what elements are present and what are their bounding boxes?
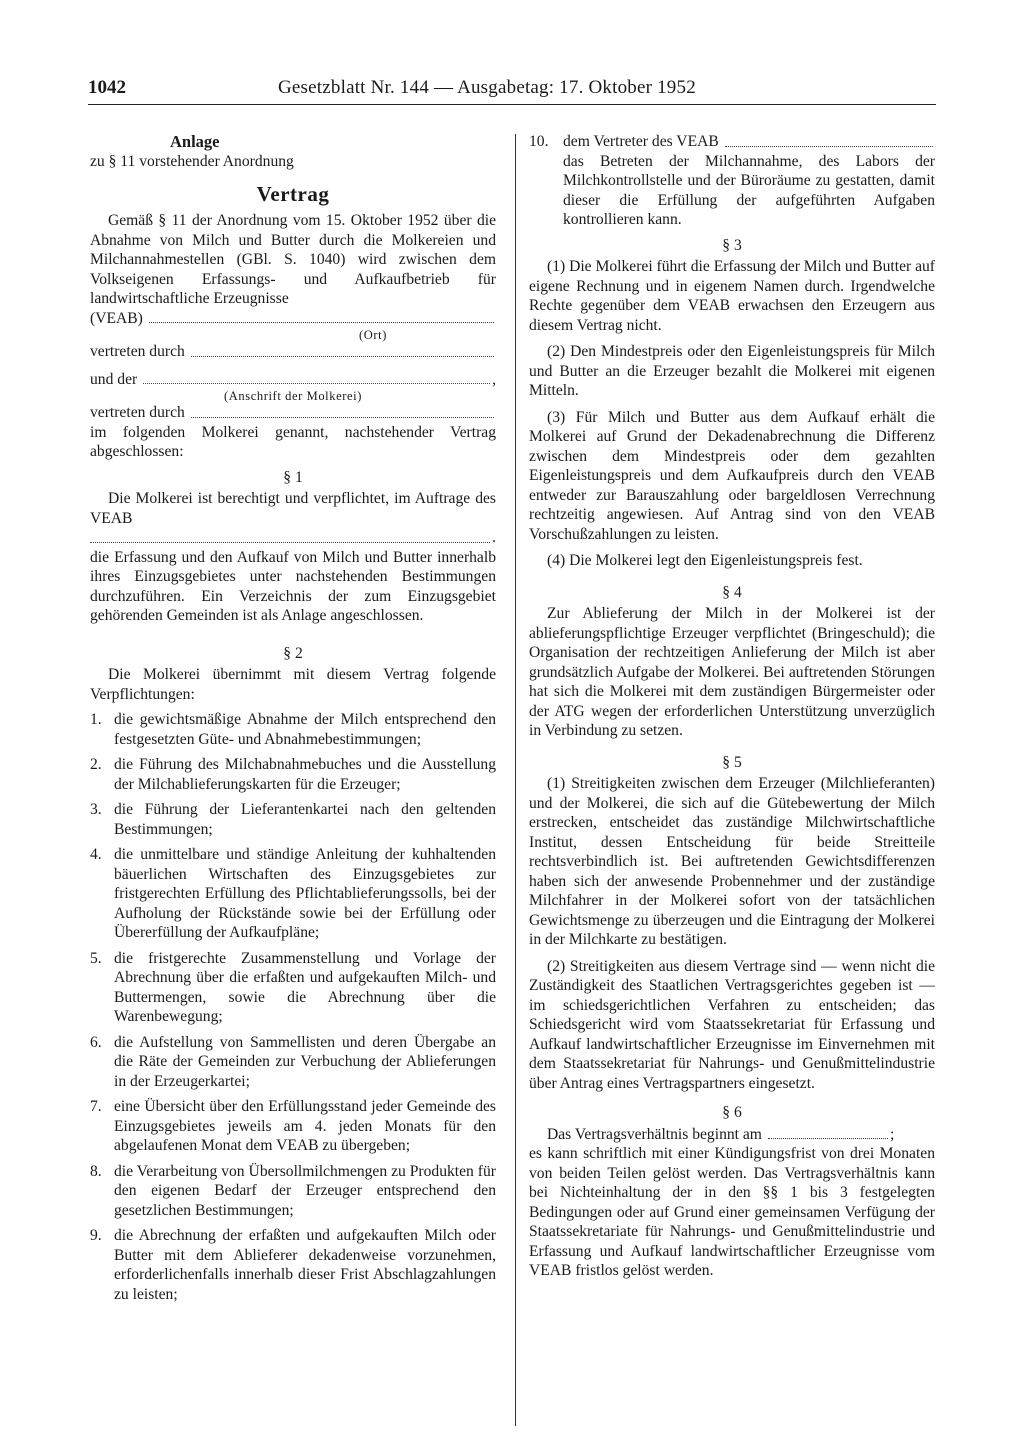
list-item: 6. die Aufstellung von Sammellisten und deren Übergabe an die Räte der Gemeinden zur Verbuchung der Ablieferungen in der Erzeugerkartei; bbox=[90, 1033, 496, 1090]
paragraph-4-text: Zur Ablieferung der Milch in der Molkerei ist der ablieferungspflichtige Erzeuger verpflichtet (Bringeschuld); die Organisation der rechtzeitigen Anlieferung der Milch ist aber grundsätzlich Aufgabe der Molkerei. Bei auftretenden Störungen hat sich die Molkerei mit dem zuständigen Bürgermeister oder der ATG wegen der erforderlichen Unterstützung unverzüglich in Verbindung zu setzen. bbox=[529, 605, 935, 739]
paragraph-3-sub-2: (2) Den Mindestpreis oder den Eigenleistungspreis für Milch und Butter an die Erzeuger bezahlt die Molkerei mit eigenen Mitteln. bbox=[529, 343, 935, 399]
ort-caption: (Ort) bbox=[359, 328, 387, 342]
paragraph-6-text-a: Das Vertragsverhältnis beginnt am bbox=[547, 1125, 762, 1143]
left-column bbox=[90, 132, 496, 1304]
header-title: Gesetzblatt Nr. 144 — Ausgabetag: 17. Oktober 1952 bbox=[278, 77, 696, 98]
molkerei-line: und der , bbox=[90, 370, 496, 388]
paragraph-3-heading: § 3 bbox=[722, 236, 742, 254]
vertreten-blank-2 bbox=[191, 417, 494, 418]
vertrag-title: Vertrag bbox=[256, 182, 330, 206]
page-number: 1042 bbox=[88, 77, 126, 98]
list-item: 2. die Führung des Milchabnahmebuches und die Ausstellung der Milchablieferungskarten für die Erzeuger; bbox=[90, 756, 496, 793]
list-item: 5. die fristgerechte Zusammenstellung und Vorlage der Abrechnung über die erfaßten und aufgekauften Milch- und Buttermengen, sowie die Abrechnung über die Warenbewegung; bbox=[90, 949, 496, 1025]
start-date-blank bbox=[768, 1138, 888, 1139]
anschrift-caption: (Anschrift der Molkerei) bbox=[224, 389, 362, 403]
page-header bbox=[88, 76, 936, 106]
closing-paragraph: im folgenden Molkerei genannt, nachstehender Vertrag abgeschlossen: bbox=[90, 423, 496, 460]
vertreten-blank-1 bbox=[191, 356, 494, 357]
paragraph-2-heading: § 2 bbox=[283, 644, 303, 662]
anlage-subheading: zu § 11 vorstehender Anordnung bbox=[90, 152, 294, 170]
veab-representative-blank bbox=[725, 146, 933, 147]
obligations-list bbox=[90, 710, 496, 1304]
paragraph-3-sub-1: (1) Die Molkerei führt die Erfassung der Milch und Butter auf eigene Rechnung und in eigenem Namen durch. Irgendwelche Rechte gegenüber dem VEAB erwachsen den Erzeugern aus diesem Vertrag nicht. bbox=[529, 258, 936, 334]
paragraph-6-text-b: es kann schriftlich mit einer Kündigungsfrist von drei Monaten von beiden Teilen gelöst werden. Das Vertragsverhältnis kann bei Nichteinhaltung der in den §§ 1 bis 3 festgelegten Bedingungen oder auf Grund einer gemeinsamen Verfügung der Staatssekretariate für Nahrungs- und Genußmittelindustrie und Erfassung und Aufkauf landwirtschaftlicher Erzeugnisse vom VEAB fristlos gelöst werden. bbox=[529, 1145, 935, 1279]
paragraph-5-sub-1: (1) Streitigkeiten zwischen dem Erzeuger (Milchlieferanten) und der Molkerei, die sich auf die Gütebewertung der Milch erstrecken, entscheidet das zuständige Milchwirtschaftliche Institut, dessen Entscheidung für beide Streitteile rechtsverbindlich ist. Bei auftretenden Gewichtsdifferenzen haben sich der anwesende Probennehmer und der zuständige Milchfahrer in der Molkerei sofort von der tatsächlichen Gewichtsmenge zu überzeugen und die Eintragung der Molkerei in der Milchkarte zu bestätigen. bbox=[529, 775, 935, 948]
paragraph-1-text-b: die Erfassung und den Aufkauf von Milch und Butter innerhalb ihres Einzugsgebietes unter nachstehenden Bestimmungen durchzuführen. Ein Verzeichnis der zum Einzugsgebiet gehörenden Gemeinden ist als Anlage angeschlossen. bbox=[90, 548, 496, 624]
paragraph-3-sub-3: (3) Für Milch und Butter aus dem Aufkauf erhält die Molkerei auf Grund der Dekadenabrechnung die Differenz zwischen dem Mindestpreis oder dem gezahlten Eigenleistungspreis und dem Aufkaufpreis durch den VEAB entweder zur Barauszahlung oder bargeldlosen Verrechnung rechtzeitig angewiesen. Auf Antrag sind von den VEAB Vorschußzahlungen zu leisten. bbox=[529, 408, 935, 543]
auftrag-blank bbox=[90, 542, 490, 543]
anlage-heading: Anlage bbox=[170, 132, 220, 151]
paragraph-5-sub-2: (2) Streitigkeiten aus diesem Vertrage sind — wenn nicht die Zuständigkeit des Staatlichen Vertragsgerichtes gegeben ist — im schiedsgerichtlichen Verfahren zu entscheiden; das Schiedsgericht wird vom Staatssekretariat für Erfassung und Aufkauf landwirtschaftlicher Erzeugnisse im Einvernehmen mit dem Staatssekretariat für Nahrungs- und Genußmittelindustrie über Antrag eines Vertragspartners eingesetzt. bbox=[529, 957, 935, 1092]
vertreten-line-1 bbox=[90, 342, 496, 362]
veab-blank bbox=[149, 322, 494, 323]
vertreten-line-2 bbox=[90, 403, 496, 423]
veab-representative-line bbox=[563, 132, 935, 152]
right-column bbox=[529, 132, 935, 1281]
paragraph-6-heading: § 6 bbox=[722, 1104, 742, 1121]
vertreten-label-1: vertreten durch bbox=[90, 343, 185, 360]
veab-line bbox=[90, 309, 496, 329]
veab-label: (VEAB) bbox=[90, 309, 143, 327]
list-item: 1. die gewichtsmäßige Abnahme der Milch entsprechend den festgesetzten Güte- und Abnahmebestimmungen; bbox=[90, 711, 496, 748]
und-der-label: und der bbox=[90, 370, 138, 388]
paragraph-1-heading: § 1 bbox=[283, 468, 303, 486]
item-10-text-b: das Betreten der Milchannahme, des Labors der Milchkontrollstelle und der Büroräume zu gestatten, damit dieser die Erfüllung der aufgeführten Aufgaben kontrollieren kann. bbox=[563, 152, 935, 228]
header-rule bbox=[88, 104, 936, 105]
veab-blank-line: . bbox=[90, 528, 496, 548]
column-divider bbox=[515, 134, 516, 1426]
paragraph-2-intro: Die Molkerei übernimmt mit diesem Vertrag folgende Verpflichtungen: bbox=[90, 666, 496, 703]
paragraph-3-sub-4: (4) Die Molkerei legt den Eigenleistungspreis fest. bbox=[547, 552, 863, 569]
paragraph-1-text-a: Die Molkerei ist berechtigt und verpflichtet, im Auftrage des VEAB bbox=[90, 490, 496, 527]
list-item: 4. die unmittelbare und ständige Anleitung der kuhhaltenden bäuerlichen Wirtschaften des Einzugsgebietes zur fristgerechten Erfüllung des Pflichtablieferungssolls, bei der Aufholung der Rückstände sowie bei der Erfüllung oder Übererfüllung der Aufkaufpläne; bbox=[90, 846, 496, 941]
paragraph-5-heading: § 5 bbox=[722, 753, 742, 771]
list-item: 3. die Führung der Lieferantenkartei nach den geltenden Bestimmungen; bbox=[90, 801, 496, 838]
vertreten-label-2: vertreten durch bbox=[90, 404, 185, 421]
list-item: 8. die Verarbeitung von Übersollmilchmengen zu Produkten für den eigenen Bedarf der Erzeuger entsprechend den gesetzlichen Bestimmungen; bbox=[90, 1162, 496, 1219]
molkerei-blank bbox=[143, 383, 490, 384]
item-10-text-a: dem Vertreter des VEAB bbox=[563, 133, 719, 150]
intro-paragraph: Gemäß § 11 der Anordnung vom 15. Oktober 1952 über die Abnahme von Milch und Butter durch die Molkereien und Milchannahmestellen (GBl. S. 1040) wird zwischen dem Volkseigenen Erfassungs- und Aufkaufbetrieb für landwirtschaftliche Erzeugnisse bbox=[90, 212, 496, 307]
paragraph-4-heading: § 4 bbox=[722, 583, 742, 601]
list-item: 10. dem Vertreter des VEAB das Betreten der Milchannahme, des Labors der Milchkontrollstelle und der Büroräume zu gestatten, damit dieser die Erfüllung der aufgeführten Aufgaben kontrollieren kann. bbox=[529, 133, 935, 228]
list-item: 9. die Abrechnung der erfaßten und aufgekauften Milch oder Butter mit dem Ablieferer dekadenweise vorzunehmen, erforderlichenfalls innerhalb dieser Frist Abschlagzahlungen zu leisten; bbox=[90, 1227, 496, 1303]
list-item: 7. eine Übersicht über den Erfüllungsstand jeder Gemeinde des Einzugsgebietes jeweils am 4. jeden Monats für den abgelaufenen Monat dem VEAB zu übergeben; bbox=[90, 1098, 496, 1154]
start-date-line: Das Vertragsverhältnis beginnt am ; bbox=[547, 1125, 895, 1143]
